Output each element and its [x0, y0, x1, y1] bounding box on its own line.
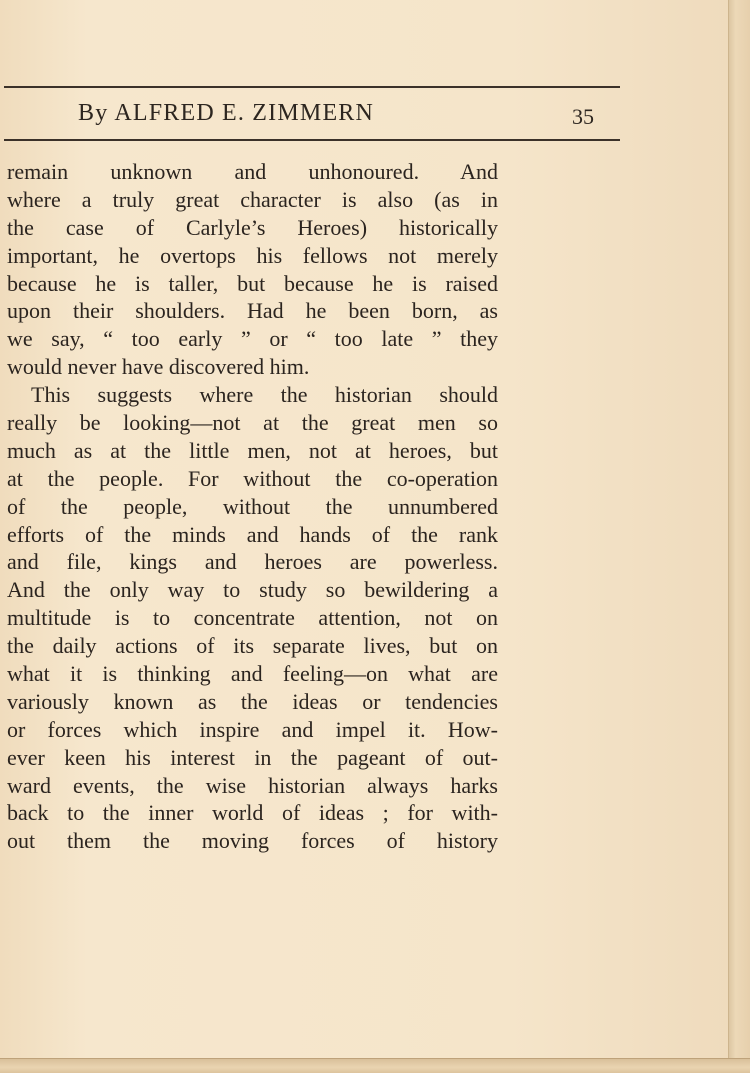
text-line: and file, kings and heroes are powerless. — [7, 549, 498, 575]
text-line: back to the inner world of ideas ; for with- — [7, 800, 498, 826]
text-line: important, he overtops his fellows not merely — [7, 242, 498, 268]
text-line: And the only way to study so bewildering a — [7, 577, 498, 603]
text-line: ever keen his interest in the pageant of out- — [7, 744, 498, 770]
text-line: or forces which inspire and impel it. How- — [7, 716, 498, 742]
text-line: efforts of the minds and hands of the rank — [7, 521, 498, 547]
text-line: remain unknown and unhonoured. And — [7, 159, 498, 184]
running-head — [78, 100, 374, 127]
page-edge — [728, 0, 750, 1072]
running-head-author: ALFRED E. ZIMMERN — [114, 100, 375, 126]
running-head-byline: By — [78, 100, 109, 126]
header-rule-bottom — [4, 139, 620, 141]
text-line: multitude is to concentrate attention, not on — [7, 605, 498, 631]
text-line: upon their shoulders. Had he been born, as — [7, 298, 498, 324]
text-line: of the people, without the unnumbered — [7, 493, 498, 519]
text-line: really be looking—not at the great men so — [7, 410, 498, 436]
text-line: ward events, the wise historian always harks — [7, 772, 498, 798]
text-line: we say, “ too early ” or “ too late ” they — [7, 326, 498, 352]
text-line: the daily actions of its separate lives, but on — [7, 633, 498, 659]
text-line: the case of Carlyle’s Heroes) historically — [7, 214, 498, 240]
text-line: because he is taller, but because he is raised — [7, 270, 498, 296]
text-line: at the people. For without the co-operation — [7, 465, 498, 491]
text-line: out them the moving forces of history — [7, 828, 498, 854]
bottom-page-edge — [0, 1058, 750, 1073]
body-text — [7, 158, 498, 855]
text-line: what it is thinking and feeling—on what are — [7, 661, 498, 687]
text-line: much as at the little men, not at heroes, but — [7, 437, 498, 463]
text-line-paragraph-start: This suggests where the historian should — [31, 382, 498, 408]
text-line: would never have discovered him. — [7, 354, 310, 380]
text-line: variously known as the ideas or tendencies — [7, 688, 498, 714]
text-line: where a truly great character is also (as in — [7, 186, 498, 212]
page-number: 35 — [572, 104, 594, 129]
header-rule-top — [4, 86, 620, 88]
